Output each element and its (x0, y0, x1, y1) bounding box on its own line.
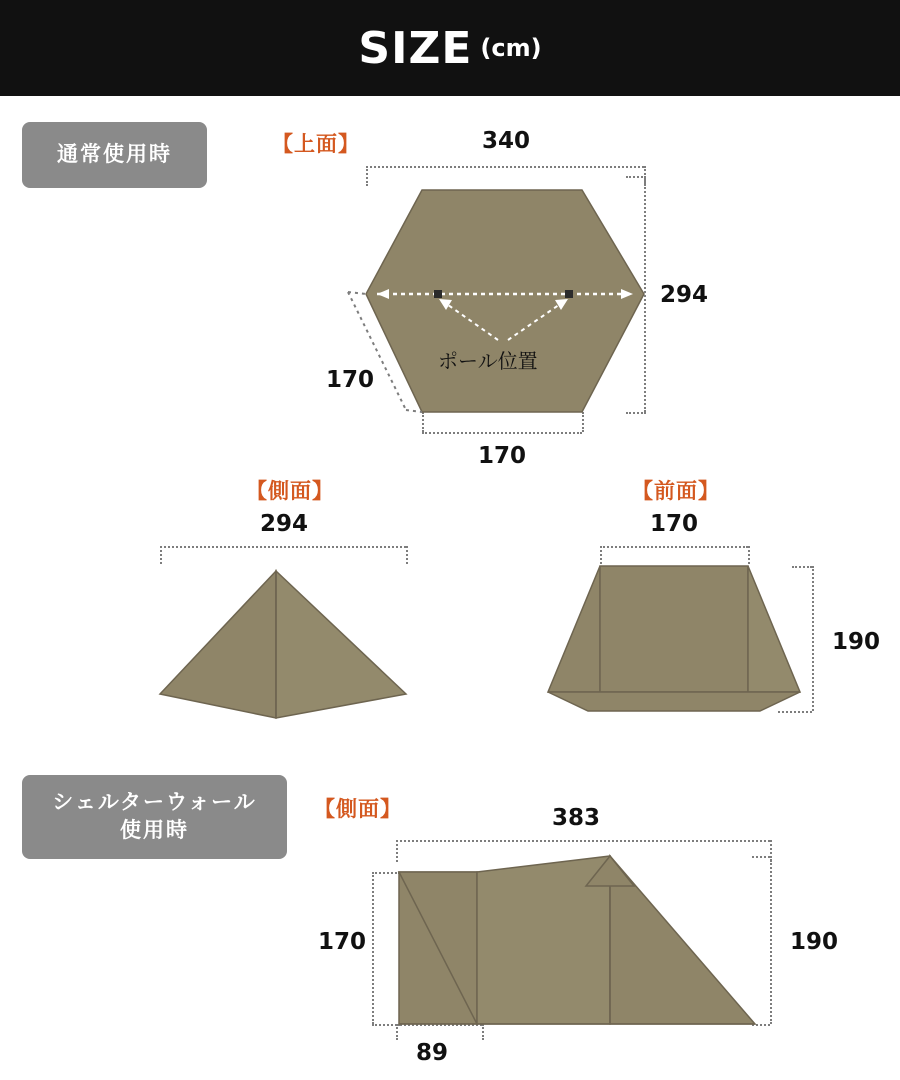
dim-shelter-383: 383 (552, 805, 601, 831)
dim-front-170: 170 (650, 511, 699, 537)
dim-side-294: 294 (260, 511, 309, 537)
dim-shelter-89: 89 (416, 1040, 449, 1066)
page-title-unit: (cm) (480, 34, 542, 62)
dim-top-294: 294 (660, 282, 709, 308)
shelter-right-slope (610, 856, 755, 1024)
dim-top-170-diagonal: 170 (326, 367, 375, 393)
dim-front-190: 190 (832, 629, 881, 655)
view-label-front: 【前面】 (632, 480, 720, 503)
view-label-shelter-side: 【側面】 (314, 798, 402, 821)
dim-top-340: 340 (482, 128, 531, 154)
page-title: SIZE (358, 22, 473, 74)
view-label-side: 【側面】 (246, 480, 334, 503)
mode-label-shelter-line2: 使用時 (119, 819, 189, 842)
dim-shelter-190: 190 (790, 929, 839, 955)
dim-shelter-170: 170 (318, 929, 367, 955)
dim-top-170-bottom: 170 (478, 443, 527, 469)
mode-label-normal-text: 通常使用時 (57, 142, 172, 166)
mode-label-shelter-line1: シェルターウォール (52, 790, 257, 814)
pole-position-note: ポール位置 (438, 351, 538, 373)
view-label-top: 【上面】 (272, 133, 360, 156)
